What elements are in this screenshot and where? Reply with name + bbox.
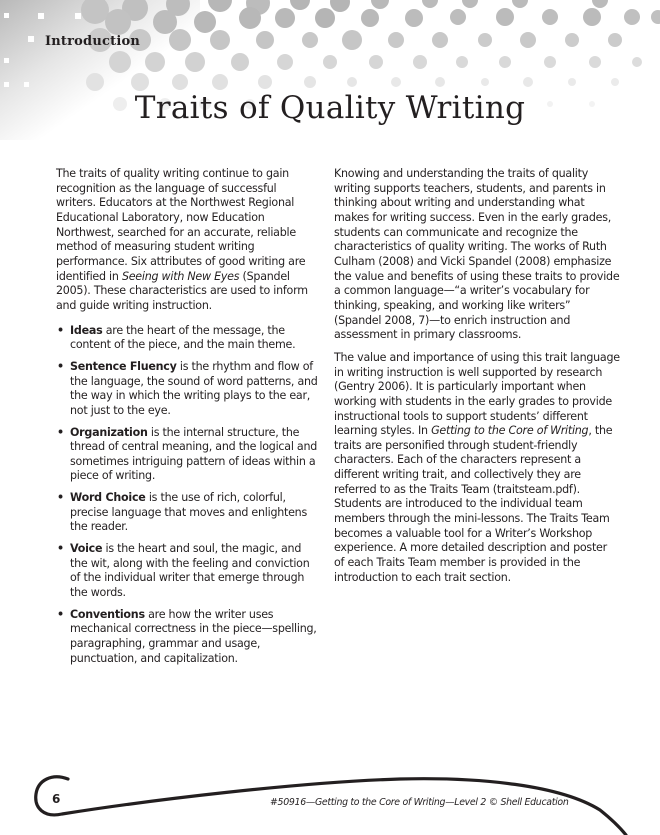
page-title: Traits of Quality Writing (134, 90, 526, 126)
page-number: 6 (52, 792, 61, 806)
trait-term: Ideas (70, 323, 103, 337)
bullet-icon: • (57, 425, 64, 439)
trait-definition: is the heart and soul, the magic, and the wit, along with the feeling and conviction of the individual writer that emerge through the words. (70, 542, 310, 600)
trait-item-conventions (57, 607, 318, 667)
trait-term: Sentence Fluency (70, 359, 177, 373)
trait-term: Word Choice (70, 491, 146, 505)
trait-item-sentence-fluency (57, 359, 318, 419)
intro-text-end: (Spandel 2005). These characteristics are used to inform and guide writing instruction. (56, 269, 308, 312)
book-title-getting-to-the-core: Getting to the Core of Writing (431, 424, 589, 438)
halftone-dot-header-decoration (0, 0, 660, 150)
book-title-seeing-with-new-eyes: Seeing with New Eyes (121, 269, 240, 283)
trait-definition: is the use of rich, colorful, precise language that moves and enlightens the reader. (70, 491, 307, 534)
trait-term: Conventions (70, 607, 145, 621)
paragraph-text: The value and importance of using this trait language in writing instruction is well supported by research (Gentry 2006). It is particularly important when working with students in the early grades to provide instructional tools to support students’ different learning styles. In (334, 350, 620, 438)
trait-definition: are how the writer uses mechanical correctness in the piece—spelling, paragraphing, grammar and usage, punctuation, and capitalization. (70, 607, 317, 665)
trait-item-ideas (57, 323, 318, 353)
trait-term: Voice (70, 542, 103, 556)
trait-item-organization (57, 425, 318, 485)
bullet-icon: • (57, 359, 64, 373)
intro-paragraph (56, 167, 318, 314)
trait-item-voice (57, 542, 318, 601)
intro-text: The traits of quality writing continue to gain recognition as the language of successful writers. Educators at the Northwest Regional Educational Laboratory, now Education Northwest, searched for an accurate, reliable method of measuring student writing performance. Six attributes of good writing are identified in (56, 167, 306, 283)
paragraph-value-importance (334, 351, 620, 586)
trait-definition: is the internal structure, the thread of central meaning, and the logical and sometimes intriguing pattern of ideas within a piece of writing. (70, 425, 318, 483)
section-label: Introduction (45, 34, 140, 49)
trait-term: Organization (70, 425, 148, 439)
trait-definition: are the heart of the message, the content of the piece, and the main theme. (70, 323, 296, 352)
paragraph-text-end: , the traits are personified through student-friendly characters. Each of the characters represent a different writing trait, and collectively they are referred to as the Traits Team (traitsteam.pdf). Students are introduced to the individual team members through the mini-lessons. The Traits Team becomes a valuable tool for a Writer’s Workshop experience. A more detailed description and poster of each Traits Team member is provided in the introduction to each trait section. (334, 424, 613, 584)
traits-list (56, 324, 318, 667)
paragraph-knowing-traits: Knowing and understanding the traits of quality writing supports teachers, students, and parents in thinking about writing and understanding what makes for writing success. Even in the early grades, students can communicate and recognize the characteristics of quality writing. The works of Ruth Culham (2008) and Vicki Spandel (2008) emphasize the value and benefits of using these traits to provide a common language—“a writer’s vocabulary for thinking, speaking, and working like writers” (Spandel 2008, 7)—to enrich instruction and assessment in primary classrooms. (334, 167, 620, 342)
bullet-icon: • (57, 607, 64, 621)
left-column (56, 167, 318, 673)
footer-citation: #50916—Getting to the Core of Writing—Level 2 © Shell Education (270, 797, 569, 808)
trait-definition: is the rhythm and flow of the language, the sound of word patterns, and the way in which the writing plays to the ear, not just to the eye. (70, 359, 318, 417)
bullet-icon: • (57, 491, 64, 505)
right-column (334, 167, 620, 593)
trait-item-word-choice (57, 491, 318, 535)
bullet-icon: • (57, 542, 64, 556)
bullet-icon: • (57, 323, 64, 337)
